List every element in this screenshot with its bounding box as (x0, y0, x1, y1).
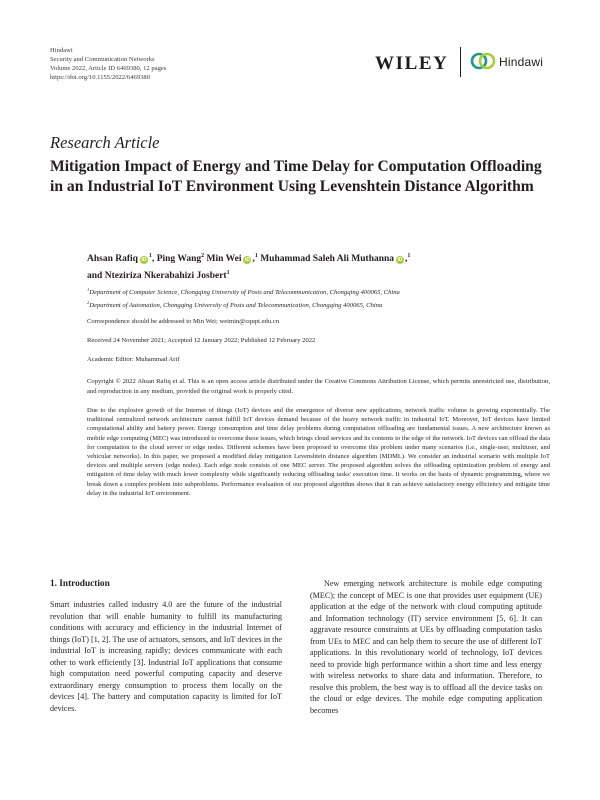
author-affiliation-mark: 1 (254, 253, 258, 259)
affiliation-text: Department of Computer Science, Chongqing University of Posts and Telecommunication, Chongqing 400065, China (89, 289, 400, 297)
paragraph: New emerging network architecture is mobile edge computing (MEC); the concept of MEC is one that provides user equipment (UE) application at the edge of the network with cloud computing aptitude and Information technology (IT) service environment [5, 6]. It can aggravate resource constraints at UEs by offloading computation tasks from UEs to MEC and can help them to secure the use of different IoT applications. In this revolutionary world of technology, IoT devices need to provide high performance within a short time and less energy with wireless networks to share data and information. Therefore, to resolve this problem, the best way is to offload all the device tasks on the cloud or edge devices. The mobile edge computing application becomes (310, 579, 542, 715)
paper-title: Mitigation Impact of Energy and Time Delay for Computation Offloading in an Industrial IoT Environment Using Levenshtein Distance Algorithm (50, 158, 542, 195)
logo-divider (460, 47, 461, 77)
left-column (50, 578, 282, 714)
paragraph: Smart industries called industry 4.0 are the future of the industrial revolution that will enable humanity to fulfill its manufacturing conditions with accuracy and efficiency in the industrial Internet of things (IoT) [1, 2]. The use of actuators, sensors, and IoT devices in the industrial IoT is increasing rapidly; devices communicate with each other to work efficiently [3]. Industrial IoT applications that consume high computation need powerful computing capacity and deserve extraordinary energy consumption to process them locally on the devices [4]. The battery and computation capacity is limited for IoT devices. (50, 600, 282, 713)
orcid-icon[interactable]: iD (244, 257, 250, 264)
abstract: Due to the explosive growth of the Internet of things (IoT) devices and the emergence of diverse new applications, network traffic volume is growing exponentially. The traditional centralized network architecture cannot fulfill IoT devices demand because of the heavy network traffic in industrial IoT. Moreover, IoT devices have limited computational ability and battery power. Energy consumption and time delay problems during computation offloading are fundamental issues. A new architecture known as mobile edge computing (MEC) was introduced to overcome these issues, which brings cloud services and its contents to the edge of the network. IoT devices can offload the data for computation to the cloud server or edge nodes. Different schemes have been proposed to overcome this problem under many scenarios (i.e., single-user, multiuser, and vehicular networks). In this paper, we proposed a modified delay mitigation Levenshtein distance algorithm (MDML). We consider an industrial scenario with multiple IoT devices and multiple servers (edge nodes). Each edge node consists of one MEC server. The proposed algorithm solves the offloading optimization problem of energy and mitigation of time delay with much lower complexity while significantly reducing offloading tasks' execution time. It works on the basis of dynamic programming, where we break down a complex problem into subproblems. Performance evaluation of our proposed algorithm shows that it can achieve satisfactory energy efficiency and mitigate time delay in the industrial IoT environment. (87, 407, 550, 497)
orcid-icon[interactable]: iD (397, 257, 403, 264)
journal-meta (50, 46, 166, 82)
article-type: Research Article (50, 133, 160, 152)
author-affiliation-mark: 1 (407, 253, 411, 259)
orcid-icon[interactable]: iD (141, 257, 147, 264)
section-heading-introduction: 1. Introduction (50, 579, 110, 589)
affiliation-number: 2 (87, 300, 90, 306)
author-name[interactable]: Min Wei (206, 254, 242, 265)
hindawi-wordmark: Hindawi (499, 55, 544, 69)
affiliation-item (87, 298, 557, 311)
affiliation-item (87, 285, 557, 298)
wiley-logo: WILEY (375, 53, 449, 74)
hindawi-logo-icon (470, 51, 496, 71)
author-list: Ahsan Rafiq $iD^1$, Ping Wang$^2$ Min Wei iD ,$^1$ Muhammad Saleh Ali Muthanna iD ,$^1$ and Nteziriza Nkerabahizi Josbert$^1$ (87, 253, 411, 282)
author-name[interactable]: Ahsan Rafiq (87, 254, 138, 265)
right-column (310, 578, 542, 716)
publisher-line: Hindawi (50, 47, 73, 54)
author-affiliation-mark: 1 (226, 270, 230, 277)
author-affiliation-mark: 1 (148, 253, 152, 259)
copyright-notice: Copyright © 2022 Ahsan Rafiq et al. This is an open access article distributed under the Creative Commons Attribution License, which permits unrestricted use, distribution, and reproduction in any medium, provided the original work is properly cited. (87, 378, 550, 395)
dates: Received 24 November 2021; Accepted 12 January 2022; Published 12 February 2022 (87, 337, 316, 344)
doi-link[interactable]: https://doi.org/10.1155/2022/6469380 (50, 74, 151, 81)
correspondence: Correspondence should be addressed to Min Wei; weimin@cqupt.edu.cn (87, 318, 280, 325)
affiliation-text: Department of Automation, Chongqing University of Posts and Telecommunication, Chongqing 400065, China (89, 302, 383, 310)
author-name[interactable]: Ping Wang (156, 254, 202, 265)
journal-name: Security and Communication Networks (50, 56, 155, 63)
affiliations (87, 285, 557, 311)
academic-editor: Academic Editor: Muhammad Arif (87, 356, 180, 363)
affiliation-number: 1 (87, 287, 90, 292)
author-affiliation-mark: 2 (201, 253, 205, 259)
author-name[interactable]: Nteziriza Nkerabahizi Josbert (104, 271, 227, 282)
volume-line: Volume 2022, Article ID 6469380, 12 pages (50, 65, 167, 72)
author-name[interactable]: Muhammad Saleh Ali Muthanna (260, 254, 395, 265)
publisher-logos (375, 46, 555, 78)
